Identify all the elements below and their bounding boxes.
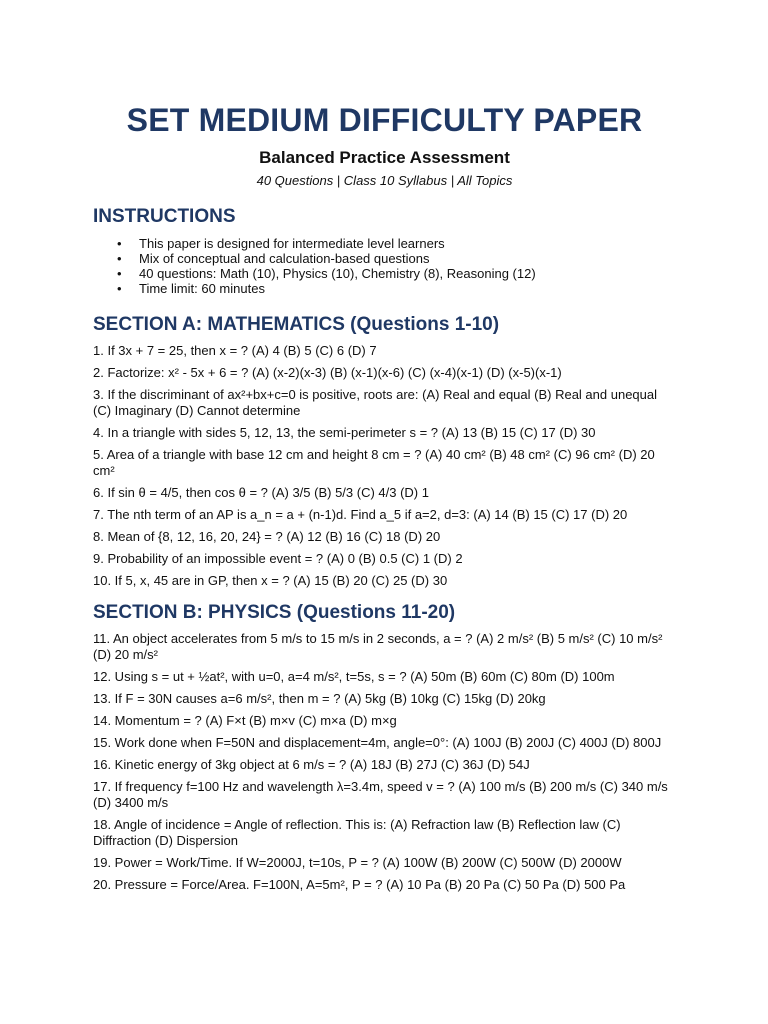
- section-a-questions: [93, 343, 676, 589]
- section-b-heading: SECTION B: PHYSICS (Questions 11-20): [93, 602, 456, 623]
- question-item: 8. Mean of {8, 12, 16, 20, 24} = ? (A) 12 (B) 16 (C) 18 (D) 20: [93, 529, 441, 544]
- question-item: 7. The nth term of an AP is a_n = a + (n-1)d. Find a_5 if a=2, d=3: (A) 14 (B) 15 (C) 17 (D) 20: [93, 507, 628, 522]
- question-item: 12. Using s = ut + ½at², with u=0, a=4 m/s², t=5s, s = ? (A) 50m (B) 60m (C) 80m (D) 100m: [93, 669, 615, 684]
- question-item: 4. In a triangle with sides 5, 12, 13, the semi-perimeter s = ? (A) 13 (B) 15 (C) 17 (D) 30: [93, 425, 596, 440]
- instruction-text: This paper is designed for intermediate level learners: [139, 236, 445, 251]
- question-item: 16. Kinetic energy of 3kg object at 6 m/s = ? (A) 18J (B) 27J (C) 36J (D) 54J: [93, 757, 530, 772]
- document-title: SET MEDIUM DIFFICULTY PAPER: [126, 102, 643, 138]
- question-item: 11. An object accelerates from 5 m/s to 15 m/s in 2 seconds, a = ? (A) 2 m/s² (B) 5 m/s² (C) 10 m/s² (D) 20 m/s²: [93, 631, 663, 662]
- bullet-icon: •: [117, 281, 122, 296]
- instruction-item: [93, 251, 676, 266]
- instruction-item: [93, 236, 676, 251]
- instruction-text: Time limit: 60 minutes: [139, 281, 265, 296]
- document-subtitle: Balanced Practice Assessment: [259, 148, 510, 167]
- instruction-item: [93, 281, 676, 296]
- question-item: 2. Factorize: x² - 5x + 6 = ? (A) (x-2)(x-3) (B) (x-1)(x-6) (C) (x-4)(x-1) (D) (x-5)(x-1): [93, 365, 562, 380]
- bullet-icon: •: [117, 266, 122, 281]
- instruction-text: Mix of conceptual and calculation-based questions: [139, 251, 430, 266]
- question-item: 15. Work done when F=50N and displacement=4m, angle=0°: (A) 100J (B) 200J (C) 400J (D) 800J: [93, 735, 662, 750]
- question-item: 5. Area of a triangle with base 12 cm and height 8 cm = ? (A) 40 cm² (B) 48 cm² (C) 96 cm² (D) 20 cm²: [93, 447, 655, 478]
- instructions-list: [93, 236, 676, 296]
- instructions-heading: INSTRUCTIONS: [93, 206, 236, 227]
- instruction-item: [93, 266, 676, 281]
- question-item: 13. If F = 30N causes a=6 m/s², then m = ? (A) 5kg (B) 10kg (C) 15kg (D) 20kg: [93, 691, 546, 706]
- question-item: 1. If 3x + 7 = 25, then x = ? (A) 4 (B) 5 (C) 6 (D) 7: [93, 343, 377, 358]
- question-item: 6. If sin θ = 4/5, then cos θ = ? (A) 3/5 (B) 5/3 (C) 4/3 (D) 1: [93, 485, 429, 500]
- section-a-heading: SECTION A: MATHEMATICS (Questions 1-10): [93, 314, 500, 335]
- question-item: 18. Angle of incidence = Angle of reflection. This is: (A) Refraction law (B) Reflection law (C) Diffraction (D) Dispersion: [93, 817, 621, 848]
- bullet-icon: •: [117, 251, 122, 266]
- question-item: 19. Power = Work/Time. If W=2000J, t=10s, P = ? (A) 100W (B) 200W (C) 500W (D) 2000W: [93, 855, 622, 870]
- bullet-icon: •: [117, 236, 122, 251]
- question-item: 17. If frequency f=100 Hz and wavelength λ=3.4m, speed v = ? (A) 100 m/s (B) 200 m/s (C) 340 m/s (D) 3400 m/s: [93, 779, 668, 810]
- question-item: 14. Momentum = ? (A) F×t (B) m×v (C) m×a (D) m×g: [93, 713, 397, 728]
- question-item: 3. If the discriminant of ax²+bx+c=0 is positive, roots are: (A) Real and equal (B) Real and unequal (C) Imaginary (D) Cannot determine: [93, 387, 657, 418]
- question-item: 9. Probability of an impossible event = ? (A) 0 (B) 0.5 (C) 1 (D) 2: [93, 551, 463, 566]
- question-item: 10. If 5, x, 45 are in GP, then x = ? (A) 15 (B) 20 (C) 25 (D) 30: [93, 573, 448, 588]
- instruction-text: 40 questions: Math (10), Physics (10), Chemistry (8), Reasoning (12): [139, 266, 536, 281]
- question-item: 20. Pressure = Force/Area. F=100N, A=5m², P = ? (A) 10 Pa (B) 20 Pa (C) 50 Pa (D) 500 Pa: [93, 877, 626, 892]
- section-b-questions: [93, 631, 676, 893]
- document-meta: 40 Questions | Class 10 Syllabus | All Topics: [256, 173, 513, 188]
